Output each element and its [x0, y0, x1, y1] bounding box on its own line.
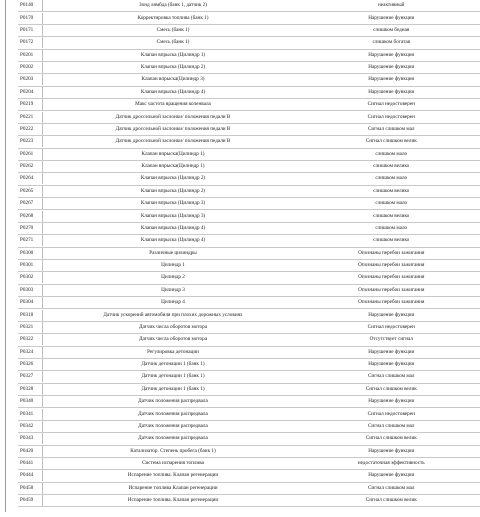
- table-row: [18, 235, 480, 247]
- error-code-table-body: [18, 0, 480, 507]
- table-row: [18, 321, 480, 333]
- table-row: [18, 272, 480, 284]
- error-description: Датчик числа оборотов мотора: [43, 321, 302, 333]
- table-row: [18, 198, 480, 210]
- error-status: Сигнал слишком велик: [303, 433, 480, 445]
- error-code: P0221: [18, 111, 42, 123]
- error-description: Регулировка детонации: [43, 346, 302, 358]
- table-row: [18, 396, 480, 408]
- error-status: Нарушение функции: [303, 61, 480, 73]
- error-status: Нарушение функции: [303, 470, 480, 482]
- table-row: [18, 12, 480, 24]
- error-code: P0202: [18, 61, 42, 73]
- table-row: [18, 136, 480, 148]
- error-description: Испарение топлива. Клапан регенерации: [43, 470, 302, 482]
- error-status: Опознаны перебои зажигания: [303, 297, 480, 309]
- error-code: P0265: [18, 185, 42, 197]
- table-row: [18, 408, 480, 420]
- error-code: P0318: [18, 309, 42, 321]
- error-description: Клапан впрыска(Цилиндр 3): [43, 74, 302, 86]
- left-margin-rule: [5, 0, 6, 512]
- error-description: Датчик числа оборотов мотора: [43, 334, 302, 346]
- error-description: Датчик детонации 1 (банк 1): [43, 358, 302, 370]
- table-row: [18, 420, 480, 432]
- table-row: [18, 383, 480, 395]
- error-status: слишком мало: [303, 222, 480, 234]
- error-status: слишком богатая: [303, 37, 480, 49]
- error-description: Система испарения топлива: [43, 457, 302, 469]
- table-row: [18, 185, 480, 197]
- table-row: [18, 222, 480, 234]
- error-status: Нарушение функции: [303, 74, 480, 86]
- error-code: P0458: [18, 482, 42, 494]
- error-code: P0267: [18, 198, 42, 210]
- table-row: [18, 210, 480, 222]
- error-status: Сигнал слишком велик: [303, 136, 480, 148]
- error-code: P0171: [18, 24, 42, 36]
- error-description: Датчик положения распредвала: [43, 433, 302, 445]
- error-code: P0271: [18, 235, 42, 247]
- error-description: Цилиндр 1: [43, 259, 302, 271]
- table-row: [18, 111, 480, 123]
- error-status: Нарушение функции: [303, 86, 480, 98]
- table-row: [18, 482, 480, 494]
- error-status: Сигнал недостоверен: [303, 408, 480, 420]
- error-description: Датчик дроссельной заслонки/ положения педали B: [43, 136, 302, 148]
- error-code: P0327: [18, 371, 42, 383]
- error-description: Клапан впрыска (Цилиндр 3): [43, 198, 302, 210]
- error-description: Клапан впрыска (Цилиндр 4): [43, 235, 302, 247]
- error-code: P0172: [18, 37, 42, 49]
- error-code: P0300: [18, 247, 42, 259]
- table-row: [18, 99, 480, 111]
- error-code: P0420: [18, 445, 42, 457]
- error-code: P0204: [18, 86, 42, 98]
- table-row: [18, 148, 480, 160]
- error-description: Клапан впрыска (Цилиндр 2): [43, 173, 302, 185]
- error-description: Клапан впрыска (Цилиндр 1): [43, 49, 302, 61]
- error-code: P0441: [18, 457, 42, 469]
- error-code: P0140: [18, 0, 42, 12]
- error-code: P0270: [18, 222, 42, 234]
- table-row: [18, 470, 480, 482]
- error-description: Датчик дроссельной заслонки/ положения педали B: [43, 111, 302, 123]
- error-description: Клапан впрыска (Цилиндр 4): [43, 86, 302, 98]
- error-status: Опознаны перебои зажигания: [303, 259, 480, 271]
- error-description: Испарение топлива. Клапан регенерации: [43, 495, 302, 507]
- error-description: Смесь (банк 1): [43, 24, 302, 36]
- error-description: Корректировка топлива (банк 1): [43, 12, 302, 24]
- error-code: P0343: [18, 433, 42, 445]
- error-description: Зонд лямбда (банк 1, датчик 2): [43, 0, 302, 12]
- error-status: Сигнал недостоверен: [303, 111, 480, 123]
- error-status: Сигнал слишком мал: [303, 482, 480, 494]
- error-description: Различные цилиндры: [43, 247, 302, 259]
- table-row: [18, 259, 480, 271]
- error-description: Макс частота вращения коленвала: [43, 99, 302, 111]
- table-row: [18, 86, 480, 98]
- error-status: недостаточная эффективность: [303, 457, 480, 469]
- table-row: [18, 49, 480, 61]
- error-status: слишком велико: [303, 160, 480, 172]
- error-description: Клапан впрыска (Цилиндр 3): [43, 210, 302, 222]
- table-row: [18, 445, 480, 457]
- error-code: P0203: [18, 74, 42, 86]
- error-description: Клапан впрыска (Цилиндр 2): [43, 185, 302, 197]
- error-description: Датчик детонации 1 (банк 1): [43, 371, 302, 383]
- error-code: P0321: [18, 321, 42, 333]
- error-description: Цилиндр 2: [43, 272, 302, 284]
- error-description: Цилиндр 3: [43, 284, 302, 296]
- table-row: [18, 297, 480, 309]
- error-status: слишком велико: [303, 235, 480, 247]
- error-code: P0223: [18, 136, 42, 148]
- table-row: [18, 37, 480, 49]
- error-code: P0459: [18, 495, 42, 507]
- error-code: P0304: [18, 297, 42, 309]
- error-status: Нарушение функции: [303, 309, 480, 321]
- error-status: Сигнал слишком мал: [303, 371, 480, 383]
- table-row: [18, 433, 480, 445]
- error-code: P0222: [18, 123, 42, 135]
- error-status: Сигнал слишком велик: [303, 383, 480, 395]
- error-status: слишком бедная: [303, 24, 480, 36]
- error-status: Нарушение функции: [303, 358, 480, 370]
- error-description: Датчик ускорений автомобиля при плохих дорожных условиях: [43, 309, 302, 321]
- error-description: Клапан впрыска (Цилиндр 2): [43, 61, 302, 73]
- error-status: Отсутствует сигнал: [303, 334, 480, 346]
- error-status: слишком велико: [303, 185, 480, 197]
- error-status: Сигнал недостоверен: [303, 99, 480, 111]
- error-description: Клапан впрыска(Цилиндр 1): [43, 148, 302, 160]
- error-status: Нарушение функции: [303, 445, 480, 457]
- error-code: P0341: [18, 408, 42, 420]
- table-row: [18, 247, 480, 259]
- table-row: [18, 334, 480, 346]
- table-row: [18, 173, 480, 185]
- error-description: Датчик дроссельной заслонки/ положения педали B: [43, 123, 302, 135]
- error-code: P0340: [18, 396, 42, 408]
- error-code: P0219: [18, 99, 42, 111]
- error-status: Нарушение функции: [303, 346, 480, 358]
- error-code: P0268: [18, 210, 42, 222]
- table-row: [18, 61, 480, 73]
- error-status: Опознаны перебои зажигания: [303, 284, 480, 296]
- table-row: [18, 309, 480, 321]
- table-row: [18, 160, 480, 172]
- error-code-table: [18, 0, 480, 507]
- error-status: слишком мало: [303, 198, 480, 210]
- error-description: Смесь (банк 1): [43, 37, 302, 49]
- error-code: P0444: [18, 470, 42, 482]
- error-description: Клапан впрыска(Цилиндр 1): [43, 160, 302, 172]
- error-status: Сигнал слишком мал: [303, 420, 480, 432]
- error-status: Сигнал слишком мал: [303, 123, 480, 135]
- error-code: P0264: [18, 173, 42, 185]
- error-description: Клапан впрыска (Цилиндр 4): [43, 222, 302, 234]
- error-description: Датчик положения распредвала: [43, 420, 302, 432]
- error-code: P0322: [18, 334, 42, 346]
- error-code: P0324: [18, 346, 42, 358]
- error-status: Нарушение функции: [303, 396, 480, 408]
- table-row: [18, 0, 480, 12]
- table-row: [18, 457, 480, 469]
- error-code: P0170: [18, 12, 42, 24]
- error-code: P0262: [18, 160, 42, 172]
- error-description: Датчик положения распредвала: [43, 408, 302, 420]
- error-status: слишком мало: [303, 173, 480, 185]
- error-description: Цилиндр 4: [43, 297, 302, 309]
- table-row: [18, 24, 480, 36]
- error-description: Датчик положения распредвала: [43, 396, 302, 408]
- table-row: [18, 358, 480, 370]
- error-status: слишком велико: [303, 210, 480, 222]
- error-description: Катализатор. Степень пробега (банк 1): [43, 445, 302, 457]
- table-row: [18, 74, 480, 86]
- error-code: P0303: [18, 284, 42, 296]
- table-row: [18, 284, 480, 296]
- error-description: Датчик детонации 1 (банк 1): [43, 383, 302, 395]
- error-status: Нарушение функции: [303, 49, 480, 61]
- error-status: Опознаны перебои зажигания: [303, 272, 480, 284]
- error-status: Сигнал недостоверен: [303, 321, 480, 333]
- error-code: P0342: [18, 420, 42, 432]
- error-code: P0302: [18, 272, 42, 284]
- error-description: Испарение топлива Клапан регенерации: [43, 482, 302, 494]
- error-code: P0326: [18, 358, 42, 370]
- error-code: P0301: [18, 259, 42, 271]
- table-row: [18, 346, 480, 358]
- error-status: Опознаны перебои зажигания: [303, 247, 480, 259]
- table-row: [18, 371, 480, 383]
- error-status: неактивный: [303, 0, 480, 12]
- table-row: [18, 495, 480, 507]
- error-code: P0328: [18, 383, 42, 395]
- error-code: P0261: [18, 148, 42, 160]
- error-status: слишком мало: [303, 148, 480, 160]
- table-row: [18, 123, 480, 135]
- error-code: P0201: [18, 49, 42, 61]
- error-status: Сигнал слишком велик: [303, 495, 480, 507]
- error-status: Нарушение функции: [303, 12, 480, 24]
